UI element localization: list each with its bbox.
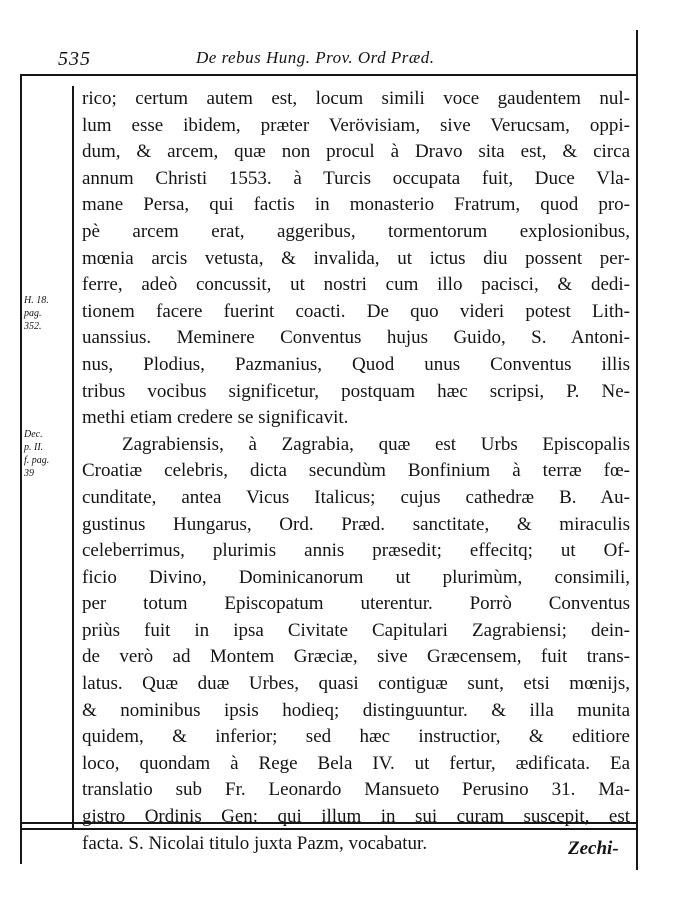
text-line: loco, quondam à Rege Bela IV. ut fertur, ædificata. Ea xyxy=(82,752,630,774)
text-line: mœnia arcis vetusta, & invalida, ut ictus diu possent per- xyxy=(82,247,630,269)
text-line: latus. Quæ duæ Urbes, quasi contiguæ sunt, etsi mœnijs, xyxy=(82,673,630,695)
header-rule xyxy=(20,74,638,76)
margin-note-line: 352. xyxy=(24,321,42,332)
text-line: Croatiæ celebris, dicta secundùm Bonfinium à terræ fœ- xyxy=(82,460,630,482)
running-head: De rebus Hung. Prov. Ord Præd. xyxy=(196,48,435,67)
text-line: mane Persa, qui factis in monasterio Fratrum, quod pro- xyxy=(82,194,630,216)
text-line: ficio Divino, Dominicanorum ut plurimùm, consimili, xyxy=(82,566,630,588)
right-border-rule xyxy=(636,30,638,870)
text-line: annum Christi 1553. à Turcis occupata fuit, Duce Vla- xyxy=(82,167,630,189)
margin-note-line: f. pag. xyxy=(24,455,50,466)
text-line: pè arcem erat, aggeribus, tormentorum explosionibus, xyxy=(82,220,630,242)
text-line: per totum Episcopatum uterentur. Porrò Conventus xyxy=(82,593,630,615)
text-line: tionem facere fuerint coacti. De quo videri potest Lith- xyxy=(82,300,630,322)
text-line: quidem, & inferior; sed hæc instructior, & editiore xyxy=(82,726,630,748)
margin-note-line: p. II. xyxy=(24,442,44,453)
text-line: gustinus Hungarus, Ord. Præd. sanctitate, & miraculis xyxy=(82,513,630,535)
page-number: 535 xyxy=(58,48,91,70)
text-line: dum, & arcem, quæ non procul à Dravo sita est, & circa xyxy=(82,141,630,163)
text-line: & nominibus ipsis hodieq; distinguuntur. & illa munita xyxy=(82,699,630,721)
text-line: facta. S. Nicolai titulo juxta Pazm, vocabatur. xyxy=(82,832,428,854)
margin-note-line: Dec. xyxy=(24,429,43,440)
text-line: tribus vocibus significetur, postquam hæc scripsi, P. Ne- xyxy=(82,380,630,402)
margin-note xyxy=(24,294,70,333)
text-line: priùs fuit in ipsa Civitate Capitulari Zagrabiensi; dein- xyxy=(82,619,630,641)
catchword: Zechi- xyxy=(568,838,619,859)
text-line: nus, Plodius, Pazmanius, Quod unus Conventus illis xyxy=(82,353,630,375)
margin-note-line: pag. xyxy=(24,308,42,319)
text-line: rico; certum autem est, locum simili voce gaudentem nul- xyxy=(82,88,630,109)
text-line: celeberrimus, plurimis annis præsedit; effecitq; ut Of- xyxy=(82,540,630,562)
text-line: gistro Ordinis Gen: qui illum in sui curam suscepit, est xyxy=(82,806,630,828)
text-line: translatio sub Fr. Leonardo Mansueto Perusino 31. Ma- xyxy=(82,779,630,801)
text-line: uanssius. Meminere Conventus hujus Guido, S. Antoni- xyxy=(82,327,630,349)
text-line: methi etiam credere se significavit. xyxy=(82,407,349,429)
text-line: lum esse ibidem, præter Verövisiam, sive Verucsam, oppi- xyxy=(82,114,630,136)
margin-note-line: 39 xyxy=(24,468,34,479)
left-border-rule xyxy=(20,74,22,864)
text-line: Zagrabiensis, à Zagrabia, quæ est Urbs Episcopalis xyxy=(122,433,630,455)
text-line: ferre, adeò concussit, ut nostri cum illo pacisci, & dedi- xyxy=(82,274,630,296)
margin-column-rule xyxy=(72,86,74,828)
margin-note xyxy=(24,428,70,480)
margin-note-line: H. 18. xyxy=(24,295,49,306)
text-line: cunditate, antea Vicus Italicus; cujus cathedræ B. Au- xyxy=(82,486,630,508)
text-line: de verò ad Montem Græciæ, sive Græcensem, fuit trans- xyxy=(82,646,630,668)
body-text xyxy=(82,86,630,857)
